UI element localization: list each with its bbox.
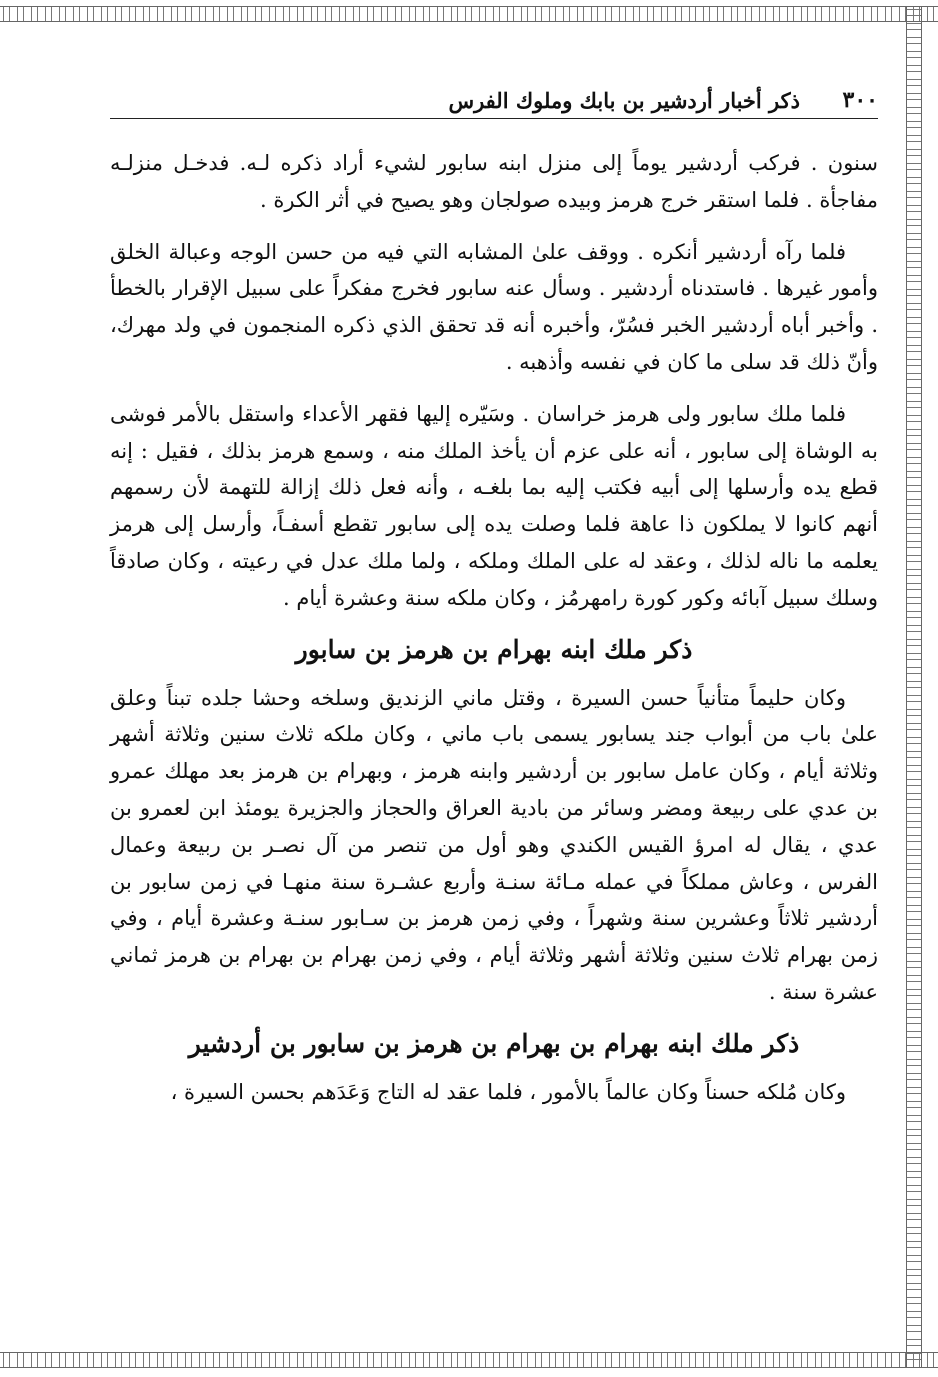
paragraph: وكان حليماً متأنياً حسن السيرة ، وقتل ماني الزنديق وسلخه وحشا جلده تبناً وعلق علىٰ باب من أبواب جند يسابور يسمى باب ماني ، وكان ملكه ثلاث سنين وثلاثة أشهر وثلاثة أيام ، وكان عامل سابور بن أردشير وابنه هرمز ، وبهرام بن هرمز بعد مهلك عمرو بن عدي على ربيعة ومضر وسائر من بادية العراق والحجاز والجزيرة يومئذ ابن لعمرو بن عدي ، يقال له امرؤ القيس الكندي وهو أول من تنصر من آل نصـر بن ربيعة وعمال الفرس ، وعاش مملكاً في عمله مـائة سنـة وأربع عشـرة سنة منهـا في زمن سابور بن أردشير ثلاثاً وعشرين سنة وشهراً ، وفي زمن هرمز بن سـابور سنـة وعشرة أيام ، وفي زمن بهرام ثلاث سنين وثلاثة أشهر وثلاثة أيام ، وفي زمن بهرام بن بهرام بن هرمز ثماني عشرة سنة . xyxy=(110,685,878,1004)
page-header xyxy=(110,84,878,119)
paragraph: فلما ملك سابور ولى هرمز خراسان . وسَيّره إليها فقهر الأعداء واستقل بالأمر فوشى به الوشاة إلى سابور ، أنه على عزم أن يأخذ الملك منه ، وسمع هرمز بذلك ، فقيل : إنه قطع يده وأرسلها إلى أبيه فكتب إليه بما بلغـه ، وأنه فعل ذلك إزالة للتهمة لأن رسمهم أنهم كانوا لا يملكون ذا عاهة فلما وصلت يده إلى سابور تقطع أسفـاً، وأرسل إلى هرمز يعلمه ما ناله لذلك ، وعقد له على الملك وملكه ، ولما ملك عدل في رعيته ، وكان صادقاً وسلك سبيل آبائه وكور كورة رامهرمُز ، وكان ملكه سنة وعشرة أيام . xyxy=(110,401,878,610)
page-number: ٣٠٠ xyxy=(842,87,878,113)
paragraph: وكان مُلكه حسناً وكان عالماً بالأمور ، فلما عقد له التاج وَعَدَهم بحسن السيرة ، xyxy=(170,1079,846,1104)
section-heading: ذكر ملك ابنه بهرام بن بهرام بن هرمز بن سابور بن أردشير xyxy=(188,1028,800,1058)
paragraph: سنون . فركب أردشير يوماً إلى منزل ابنه سابور لشيء أراد ذكره لـه. فدخـل منزلـه مفاجأة . فلما استقر خرج هرمز وبيده صولجان وهو يصيح في أثر الكرة . xyxy=(110,151,878,212)
decorative-border-right xyxy=(906,6,922,1368)
decorative-border-bottom xyxy=(0,1352,938,1368)
paragraph: فلما رآه أردشير أنكره . ووقف علىٰ المشابه التي فيه من حسن الوجه وعبالة الخلق وأمور غيرها . فاستدناه أردشير . وسأل عنه سابور فخرج مفكراً على سبيل الإقرار بالخطأ . وأخبر أباه أردشير الخبر فسُرّ، وأخبره أنه قد تحقق الذي ذكره المنجمون في ولد مهرك، وأنّ ذلك قد سلى ما كان في نفسه وأذهبه . xyxy=(110,239,878,374)
section-heading: ذكر ملك ابنه بهرام بن هرمز بن سابور xyxy=(295,634,693,664)
running-title: ذكر أخبار أردشير بن بابك وملوك الفرس xyxy=(448,88,800,113)
body-text xyxy=(110,145,878,1126)
decorative-border-top xyxy=(0,6,938,22)
